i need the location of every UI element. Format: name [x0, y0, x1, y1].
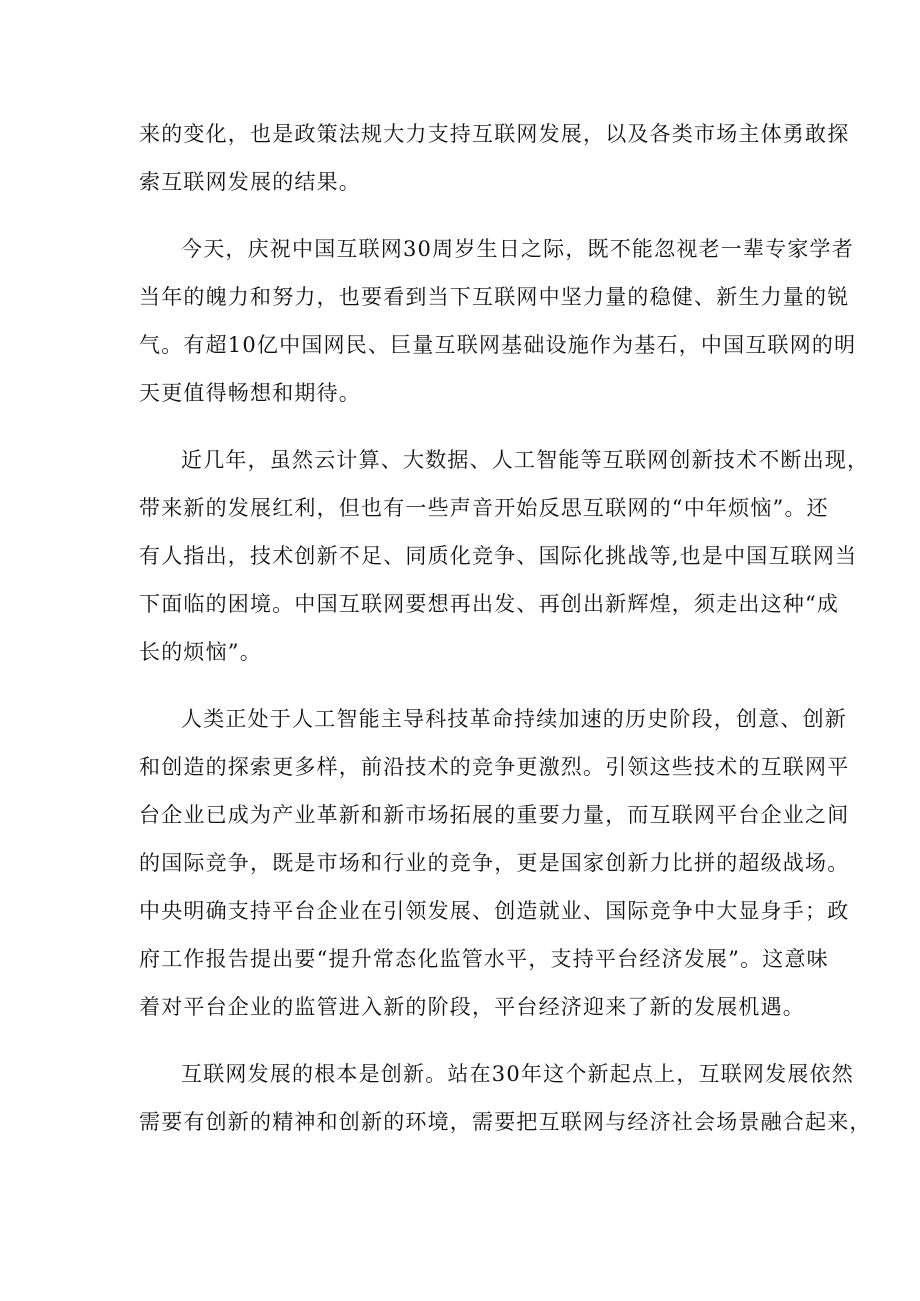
text-line: 的国际竞争，既是市场和行业的竞争，更是国家创新力比拼的超级战场。 — [139, 851, 850, 875]
text-line: 下面临的困境。中国互联网要想再出发、再创出新辉煌，须走出这种“成 — [139, 592, 840, 616]
text-line: 今天，庆祝中国互联网30周岁生日之际，既不能忽视老一辈专家学者 — [181, 237, 854, 261]
text-line: 气。有超10亿中国网民、巨量互联网基础设施作为基石，中国互联网的明 — [139, 333, 857, 357]
text-line: 带来新的发展红利，但也有一些声音开始反思互联网的“中年烦恼”。还 — [139, 496, 829, 520]
text-line: 近几年，虽然云计算、大数据、人工智能等互联网创新技术不断出现， — [181, 448, 870, 472]
text-line: 府工作报告提出要“提升常态化监管水平，支持平台经济发展”。这意味 — [139, 947, 829, 971]
text-line: 天更值得畅想和期待。 — [139, 381, 361, 405]
text-line: 索互联网发展的结果。 — [139, 170, 361, 194]
text-line: 来的变化，也是政策法规大力支持互联网发展，以及各类市场主体勇敢探 — [139, 122, 850, 146]
text-line: 人类正处于人工智能主导科技革命持续加速的历史阶段，创意、创新 — [181, 707, 847, 731]
text-line: 着对平台企业的监管进入新的阶段，平台经济迎来了新的发展机遇。 — [139, 995, 805, 1019]
text-line: 台企业已成为产业革新和新市场拓展的重要力量，而互联网平台企业之间 — [139, 803, 850, 827]
text-line: 需要有创新的精神和创新的环境，需要把互联网与经济社会场景融合起来， — [139, 1110, 872, 1134]
text-line: 和创造的探索更多样，前沿技术的竞争更激烈。引领这些技术的互联网平 — [139, 755, 850, 779]
text-line: 中央明确支持平台企业在引领发展、创造就业、国际竞争中大显身手；政 — [139, 899, 850, 923]
text-line: 互联网发展的根本是创新。站在30年这个新起点上，互联网发展依然 — [181, 1062, 854, 1086]
text-line: 有人指出，技术创新不足、同质化竞争、国际化挑战等,也是中国互联网当 — [139, 544, 858, 568]
text-line: 长的烦恼”。 — [139, 640, 262, 664]
text-line: 当年的魄力和努力，也要看到当下互联网中坚力量的稳健、新生力量的锐 — [139, 285, 850, 309]
